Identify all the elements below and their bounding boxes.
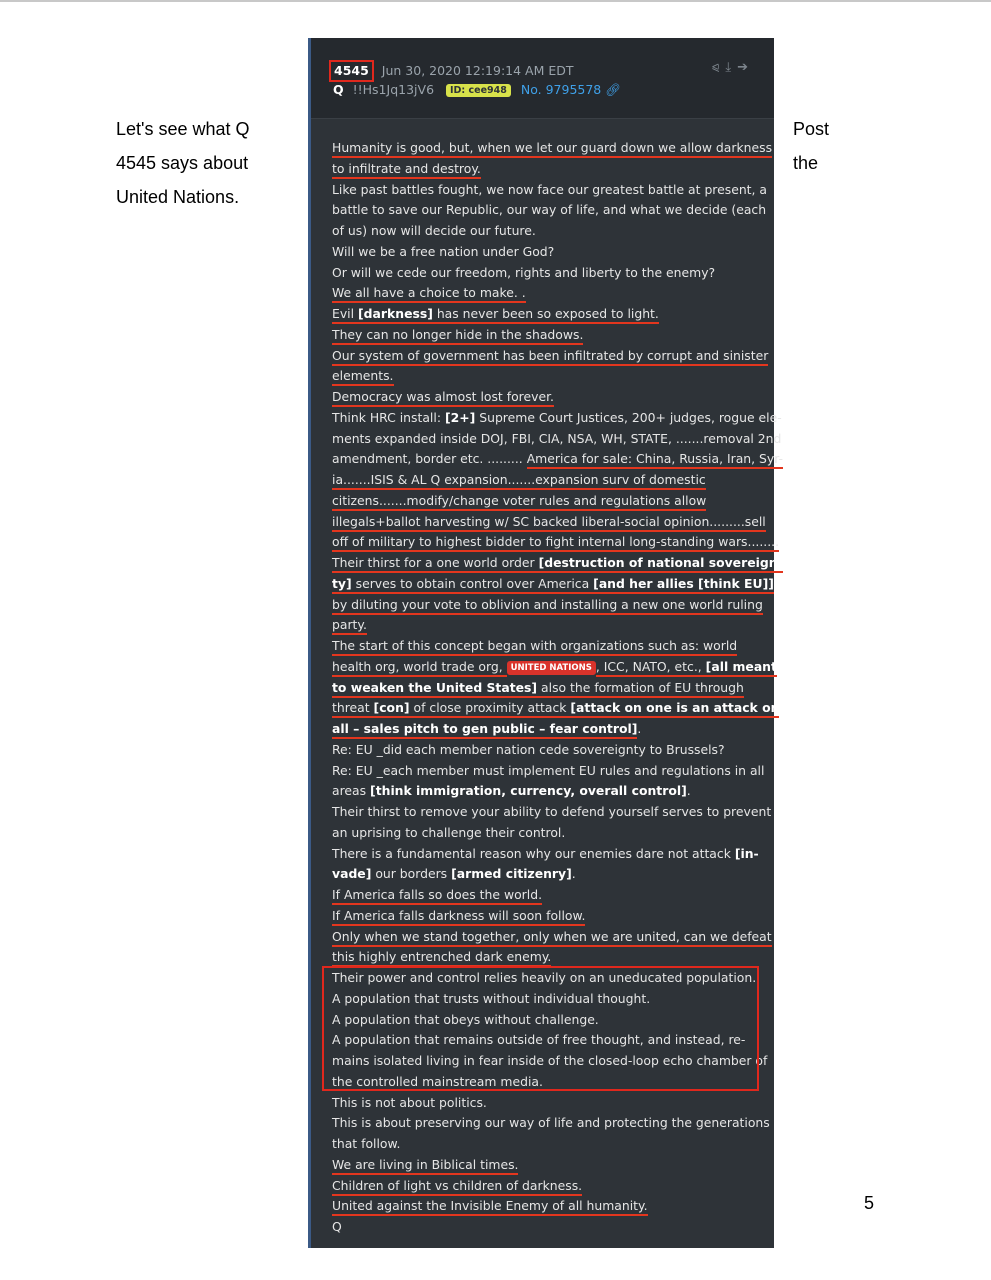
post-text-segment: to weaken the United States] xyxy=(332,680,537,698)
post-text-segment: elements. xyxy=(332,368,394,386)
post-line xyxy=(332,200,767,221)
post-text-segment: battle to save our Republic, our way of life, and what we decide (each xyxy=(332,202,767,218)
post-text-segment: [darkness] xyxy=(358,306,433,324)
post-text-segment: also the formation of EU through xyxy=(537,680,744,698)
post-line xyxy=(332,947,758,968)
post-line xyxy=(332,989,758,1010)
download-icon[interactable]: ⤓ xyxy=(725,60,738,75)
post-text-segment: Only when we stand together, only when we are united, can we defeat xyxy=(332,929,772,947)
post-line xyxy=(332,574,774,595)
post-text-segment: that follow. xyxy=(332,1136,401,1151)
right-caption-line: Post xyxy=(793,119,830,139)
top-divider xyxy=(0,0,991,2)
post-line xyxy=(332,1030,758,1051)
post-line xyxy=(332,595,763,616)
id-badge: ID: cee948 xyxy=(446,84,511,97)
right-caption xyxy=(793,112,873,180)
post-text-segment: . xyxy=(686,783,691,799)
post-text-segment: party. xyxy=(332,617,367,635)
post-text-segment: Their power and control relies heavily on an uneducated population. xyxy=(332,970,757,985)
post-text-segment: . xyxy=(637,721,642,736)
post-text-segment: If America falls darkness will soon follow. xyxy=(332,908,585,926)
post-text-segment: If America falls so does the world. xyxy=(332,887,542,905)
post-line xyxy=(332,844,758,865)
post-line xyxy=(332,470,758,491)
post-actions xyxy=(712,60,754,75)
post-text-segment: health org, world trade org, xyxy=(332,659,507,677)
post-text-segment: [and her allies [think EU]] xyxy=(593,576,774,594)
post-text-segment: The start of this concept began with organizations such as: world xyxy=(332,638,737,656)
post-card xyxy=(308,38,783,1248)
post-text-segment: [destruction of national sovereign- xyxy=(539,555,783,573)
post-line xyxy=(332,1051,768,1072)
post-line xyxy=(332,781,758,802)
post-text-segment: illegals+ballot harvesting w/ SC backed liberal-social opinion.........sell xyxy=(332,514,766,532)
post-text-segment: United against the Invisible Enemy of all humanity. xyxy=(332,1198,648,1216)
post-text-segment: ty] xyxy=(332,576,352,594)
post-text-segment: amendment, border etc. ......... xyxy=(332,451,527,467)
post-timestamp: Jun 30, 2020 12:19:14 AM EDT xyxy=(381,63,574,78)
post-line xyxy=(332,1134,758,1155)
post-line xyxy=(332,1113,770,1134)
post-text-segment: serves to obtain control over America xyxy=(352,576,593,594)
post-line xyxy=(332,325,758,346)
post-text-segment: the controlled mainstream media. xyxy=(332,1073,543,1089)
post-text-segment: They can no longer hide in the shadows. xyxy=(332,327,583,345)
post-line xyxy=(332,823,758,844)
post-line xyxy=(332,387,758,408)
post-text-segment: Re: EU _each member must implement EU rules and regulations in all xyxy=(332,762,765,778)
post-line xyxy=(332,138,773,159)
post-text-segment: [attack on one is an attack on xyxy=(570,700,779,718)
post-line xyxy=(332,263,758,284)
post-text-segment: America for sale: China, Russia, Iran, Syr- xyxy=(527,451,783,469)
post-text-segment: We are living in Biblical times. xyxy=(332,1157,518,1175)
post-line xyxy=(332,242,758,263)
right-caption-line: the xyxy=(793,153,819,173)
post-text-segment: an uprising to challenge their control. xyxy=(332,824,566,840)
post-text-segment: A population that trusts without individual thought. xyxy=(332,990,651,1006)
left-caption-line: 4545 says about xyxy=(116,153,249,173)
post-line xyxy=(332,180,768,201)
post-line xyxy=(332,927,772,948)
post-line xyxy=(332,636,758,657)
post-text-segment: There is a fundamental reason why our enemies dare not attack xyxy=(332,845,735,861)
post-text-segment: areas xyxy=(332,783,371,799)
post-text-segment: [all meant xyxy=(706,659,777,677)
post-line xyxy=(332,864,758,885)
post-text-segment: [con] xyxy=(374,700,410,718)
post-line xyxy=(332,1217,758,1238)
post-text-segment: [armed citizenry] xyxy=(451,866,572,882)
post-number[interactable]: 4545 xyxy=(329,60,374,82)
post-line xyxy=(332,906,758,927)
post-text-segment: . xyxy=(571,866,576,882)
post-line xyxy=(332,761,765,782)
post-text-segment: Will we be a free nation under God? xyxy=(332,243,555,259)
post-text-segment: citizens.......modify/change voter rules and regulations allow xyxy=(332,493,706,511)
post-text-segment: A population that obeys without challenge. xyxy=(332,1011,599,1027)
post-text-segment: this highly entrenched dark enemy. xyxy=(332,949,551,967)
post-text-segment: of close proximity attack xyxy=(410,700,571,718)
post-text-segment: Evil xyxy=(332,306,358,324)
post-text-segment: [2+] xyxy=(444,409,476,425)
post-text-segment: ia.......ISIS & AL Q expansion.......expansion surv of domestic xyxy=(332,472,706,490)
link-icon[interactable]: 🔗︎ xyxy=(605,82,622,97)
post-line xyxy=(332,740,758,761)
post-line xyxy=(332,1155,758,1176)
post-line xyxy=(332,968,758,989)
post-text-segment: [think immigration, currency, overall control] xyxy=(370,783,687,799)
post-header xyxy=(311,38,774,119)
post-text-segment: Our system of government has been infiltrated by corrupt and sinister xyxy=(332,348,768,366)
left-caption xyxy=(116,112,286,214)
post-text-segment: Or will we cede our freedom, rights and liberty to the enemy? xyxy=(332,264,716,280)
post-line xyxy=(332,221,758,242)
post-text-segment: Re: EU _did each member nation cede sovereignty to Brussels? xyxy=(332,741,725,757)
post-line xyxy=(332,885,758,906)
post-text-segment: , ICC, NATO, etc., xyxy=(596,659,706,677)
post-text-segment: A population that remains outside of free thought, and instead, re- xyxy=(332,1032,746,1048)
post-line xyxy=(332,678,758,699)
share-icon[interactable]: ⪨ xyxy=(712,60,726,75)
post-line xyxy=(332,1093,758,1114)
post-line xyxy=(332,1072,758,1093)
post-text-segment: vade] xyxy=(332,866,372,882)
post-text-segment: our borders xyxy=(371,866,452,882)
post-line xyxy=(332,1176,758,1197)
post-line xyxy=(332,408,782,429)
post-text-segment: of us) now will decide our future. xyxy=(332,223,536,238)
post-text-segment: Supreme Court Justices, 200+ judges, rogue ele- xyxy=(475,409,782,425)
left-caption-line: Let's see what Q xyxy=(116,119,250,139)
post-text-segment: Humanity is good, but, when we let our guard down we allow darkness xyxy=(332,140,772,158)
post-line xyxy=(332,429,782,450)
post-line xyxy=(332,491,758,512)
post-author: Q xyxy=(333,82,344,97)
post-tripcode: !!Hs1Jq13jV6 xyxy=(352,82,435,97)
post-line xyxy=(332,615,758,636)
post-text-segment: to infiltrate and destroy. xyxy=(332,161,481,179)
post-text-segment: Their thirst to remove your ability to defend yourself serves to prevent xyxy=(332,804,772,819)
post-text-segment: We all have a choice to make. . xyxy=(332,285,526,303)
post-line xyxy=(332,346,769,367)
post-text-segment: Think HRC install: xyxy=(332,409,445,425)
post-line xyxy=(332,802,772,823)
post-text-segment: This is about preserving our way of life and protecting the generations xyxy=(332,1115,770,1131)
post-body xyxy=(332,138,783,1238)
post-line xyxy=(332,159,758,180)
post-text-segment: has never been so exposed to light. xyxy=(433,306,659,324)
post-text-segment: by diluting your vote to oblivion and installing a new one world ruling xyxy=(332,597,763,615)
post-text-segment: Q xyxy=(332,1219,342,1234)
post-line xyxy=(332,698,780,719)
post-line xyxy=(332,512,766,533)
post-line xyxy=(332,304,758,325)
post-line xyxy=(332,283,758,304)
post-line xyxy=(332,719,758,740)
arrow-circle-icon[interactable]: ➔ xyxy=(737,60,754,75)
post-text-segment: This is not about politics. xyxy=(332,1094,487,1110)
post-text-segment: mains isolated living in fear inside of the closed-loop echo chamber of xyxy=(332,1053,768,1068)
left-caption-line: United Nations. xyxy=(116,187,240,207)
post-line xyxy=(332,366,758,387)
post-no-link[interactable]: No. 9795578 xyxy=(520,82,602,97)
post-text-segment: Children of light vs children of darkness. xyxy=(332,1178,582,1196)
post-text-segment: all – sales pitch to gen public – fear control] xyxy=(332,721,637,739)
post-text-segment: threat xyxy=(332,700,374,718)
united-nations-badge: UNITED NATIONS xyxy=(507,661,596,675)
post-line xyxy=(332,449,783,470)
post-text-segment: Democracy was almost lost forever. xyxy=(332,389,554,407)
page-number: 5 xyxy=(864,1193,875,1213)
post-line xyxy=(332,657,777,678)
post-text-segment: off of military to highest bidder to fight internal long-standing wars........ xyxy=(332,534,779,552)
post-text-segment: Their thirst for a one world order xyxy=(332,555,539,573)
post-line xyxy=(332,553,783,574)
post-text-segment: Like past battles fought, we now face our greatest battle at present, a xyxy=(332,181,768,197)
post-line xyxy=(332,532,780,553)
post-line xyxy=(332,1196,758,1217)
post-line xyxy=(332,1010,758,1031)
post-text-segment: ments expanded inside DOJ, FBI, CIA, NSA, WH, STATE, .......removal 2nd xyxy=(332,430,782,446)
post-text-segment: [in- xyxy=(734,845,759,861)
